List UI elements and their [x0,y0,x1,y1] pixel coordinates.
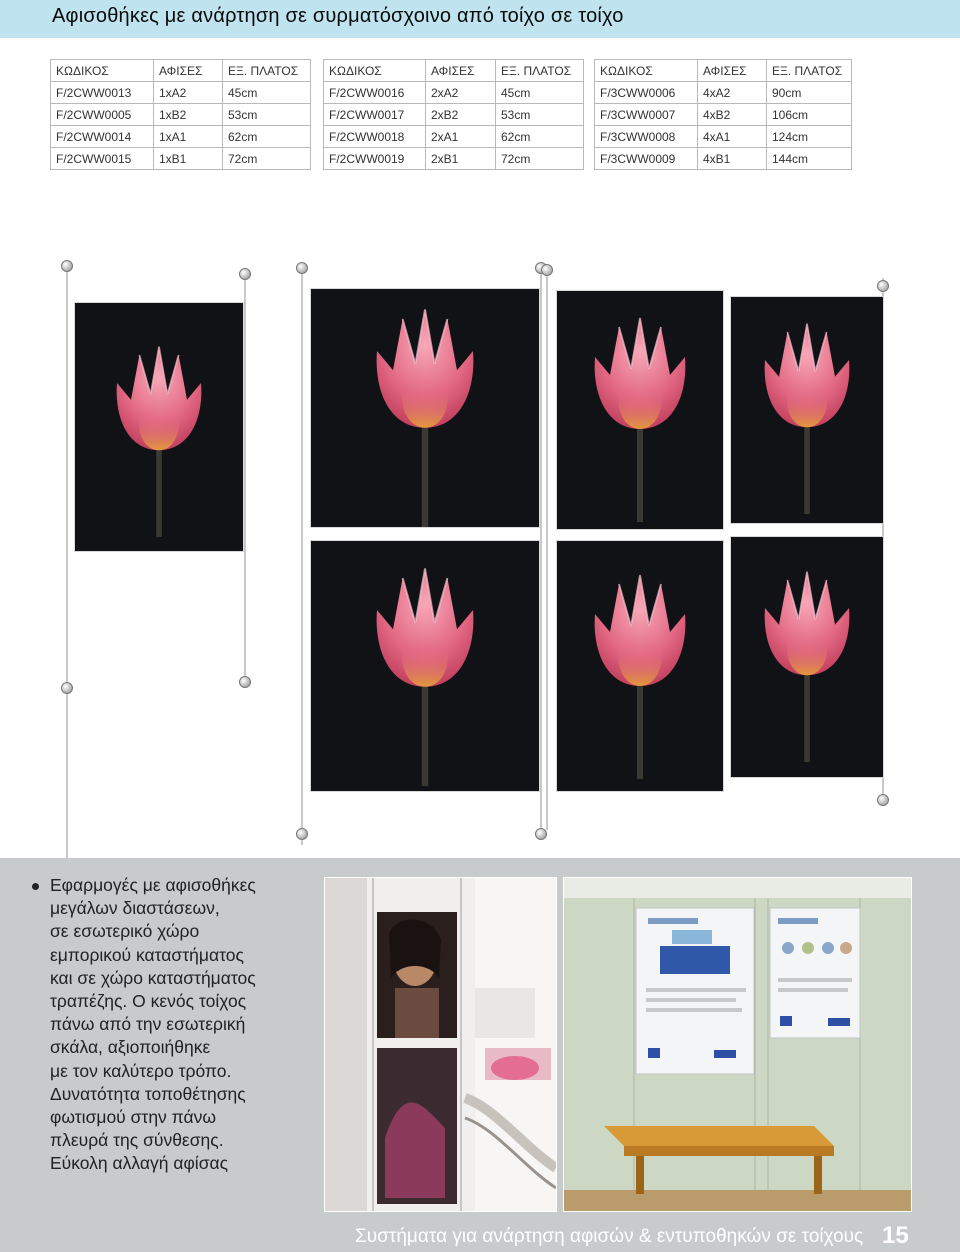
cell-width: 62cm [496,126,584,148]
cell-code: F/2CWW0017 [324,104,426,126]
table-row [51,126,311,148]
cell-posters: 4xB2 [698,104,767,126]
poster [74,302,244,552]
spec-table-3 [594,59,852,170]
wire-fixing [61,682,73,694]
cell-width: 45cm [496,82,584,104]
cell-width: 72cm [496,148,584,170]
wire-fixing [877,280,889,292]
header-width: ΕΞ. ΠΛΑΤΟΣ [223,60,311,82]
header-posters: ΑΦΙΣΕΣ [698,60,767,82]
cell-code: F/2CWW0013 [51,82,154,104]
header-width: ΕΞ. ΠΛΑΤΟΣ [496,60,584,82]
description-line: σκάλα, αξιοποιήθηκε [50,1037,211,1058]
wire-fixing [239,676,251,688]
cell-posters: 4xB1 [698,148,767,170]
cell-width: 72cm [223,148,311,170]
description-line: σε εσωτερικό χώρο [50,921,200,942]
header-code: ΚΩΔΙΚΟΣ [324,60,426,82]
table-row [51,148,311,170]
cell-posters: 4xA1 [698,126,767,148]
header-posters: ΑΦΙΣΕΣ [426,60,496,82]
description-line: τραπέζης. Ο κενός τοίχος [50,991,247,1012]
tulip-image [557,291,723,529]
cell-posters: 2xA2 [426,82,496,104]
bank-interior-photo [563,877,912,1212]
table-row [51,104,311,126]
description-line: και σε χώρο καταστήματος [50,967,256,988]
table-row [595,126,852,148]
table-row [595,104,852,126]
cell-code: F/3CWW0009 [595,148,698,170]
cell-width: 45cm [223,82,311,104]
table-row [324,148,584,170]
poster [556,540,724,792]
description-line: Δυνατότητα τοποθέτησης [50,1083,246,1104]
wire [546,270,548,830]
page-title: Αφισοθήκες με ανάρτηση σε συρματόσχοινο από τοίχο σε τοίχο [52,5,624,27]
cell-width: 62cm [223,126,311,148]
spec-table-2 [323,59,584,170]
cell-code: F/3CWW0006 [595,82,698,104]
table-row [324,126,584,148]
bank-interior-illustration [564,878,911,1211]
description-line: μεγάλων διαστάσεων, [50,898,220,919]
cell-width: 124cm [767,126,852,148]
table-row [324,82,584,104]
cell-code: F/3CWW0007 [595,104,698,126]
table-row [595,148,852,170]
wire [66,260,68,890]
cell-posters: 2xB1 [426,148,496,170]
poster [730,536,884,778]
cell-width: 106cm [767,104,852,126]
poster [730,296,884,524]
table-header-row [595,60,852,82]
description-line: Εφαρμογές με αφισοθήκες [50,875,256,895]
wire-fixing [877,794,889,806]
description-line: με τον καλύτερο τρόπο. [50,1060,232,1081]
shop-interior-photo [324,877,557,1212]
wire [301,265,303,845]
cell-code: F/2CWW0018 [324,126,426,148]
cell-width: 53cm [223,104,311,126]
bullet-icon [32,883,39,890]
cell-width: 144cm [767,148,852,170]
cell-posters: 4xA2 [698,82,767,104]
product-photo [30,220,930,855]
description-line: εμπορικού καταστήματος [50,944,244,965]
wire-fixing [61,260,73,272]
spec-table-1 [50,59,311,170]
cell-code: F/3CWW0008 [595,126,698,148]
table-header-row [324,60,584,82]
header-code: ΚΩΔΙΚΟΣ [595,60,698,82]
cell-width: 90cm [767,82,852,104]
wire [540,270,542,840]
shop-interior-illustration [325,878,556,1211]
header-posters: ΑΦΙΣΕΣ [154,60,223,82]
table-row [51,82,311,104]
page-number: 15 [882,1222,909,1249]
cell-posters: 1xA1 [154,126,223,148]
cell-code: F/2CWW0014 [51,126,154,148]
table-row [324,104,584,126]
tulip-image [311,289,539,527]
tulip-image [75,303,243,551]
tulip-image [731,297,883,523]
wire-fixing [541,264,553,276]
description-line: φωτισμού στην πάνω [50,1107,217,1128]
description-line: πάνω από την εσωτερική [50,1014,246,1035]
cell-code: F/2CWW0016 [324,82,426,104]
tulip-image [311,541,539,791]
wire-fixing [239,268,251,280]
title-bar [0,0,960,38]
cell-posters: 1xB2 [154,104,223,126]
wire-fixing [296,828,308,840]
cell-posters: 1xA2 [154,82,223,104]
header-width: ΕΞ. ΠΛΑΤΟΣ [767,60,852,82]
table-row [595,82,852,104]
description-line: πλευρά της σύνθεσης. [50,1130,224,1151]
poster [310,288,540,528]
cell-code: F/2CWW0005 [51,104,154,126]
poster [310,540,540,792]
cell-posters: 2xB2 [426,104,496,126]
tulip-image [731,537,883,777]
footer-text: Συστήματα για ανάρτηση αφισών & εντυποθηκών σε τοίχους [355,1226,864,1247]
wire [244,270,246,688]
cell-posters: 1xB1 [154,148,223,170]
cell-code: F/2CWW0015 [51,148,154,170]
tulip-image [557,541,723,791]
cell-posters: 2xA1 [426,126,496,148]
header-code: ΚΩΔΙΚΟΣ [51,60,154,82]
wire-fixing [296,262,308,274]
cell-code: F/2CWW0019 [324,148,426,170]
cell-width: 53cm [496,104,584,126]
description-line: Εύκολη αλλαγή αφίσας [50,1153,229,1174]
description [50,874,310,1176]
poster [556,290,724,530]
table-header-row [51,60,311,82]
